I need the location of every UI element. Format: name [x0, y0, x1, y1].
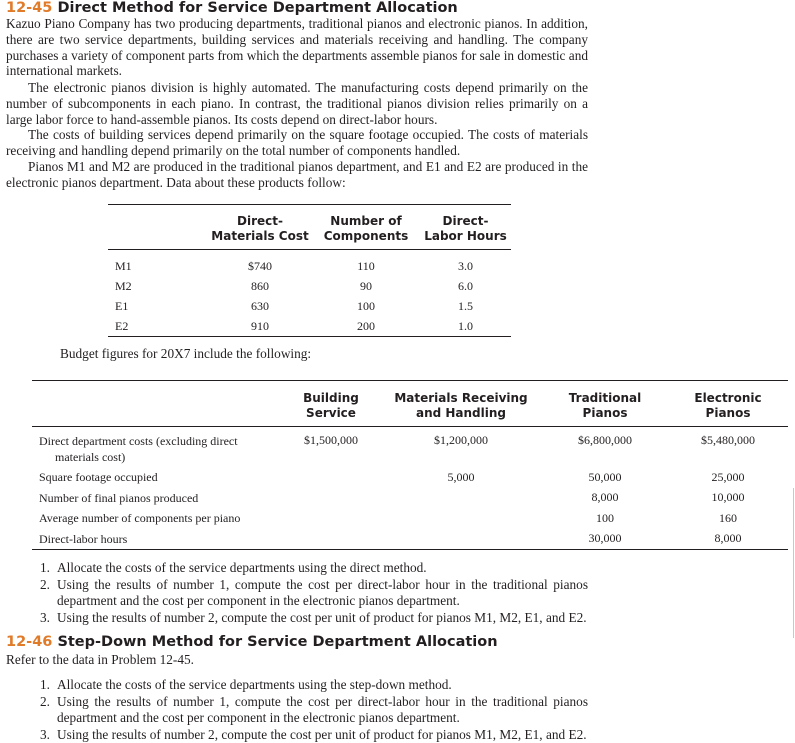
materials-receiving-value: [380, 529, 542, 550]
problem-12-46-subtitle: Refer to the data in Problem 12-45.: [6, 652, 194, 667]
labor-hours-value: 6.0: [458, 278, 473, 293]
components-value: 90: [360, 278, 372, 293]
electronic-pianos-value: 25,000: [711, 469, 745, 484]
table-row: [32, 427, 788, 468]
problem-title: Step-Down Method for Service Department Allocation: [57, 634, 498, 650]
row-label: Direct department costs (excluding direct materials cost): [39, 434, 238, 464]
building-service-value: [282, 488, 380, 509]
row-label: Direct-labor hours: [39, 531, 128, 546]
product-name: E2: [115, 318, 129, 333]
traditional-pianos-value: 8,000: [591, 490, 619, 505]
row-label: Average number of components per piano: [39, 511, 241, 526]
traditional-pianos-value: $6,800,000: [578, 433, 632, 447]
budget-figures-table: [32, 380, 788, 550]
components-value: 100: [357, 298, 375, 313]
problem-12-45-questions: [40, 560, 588, 626]
row-label: Number of final pianos produced: [39, 490, 199, 505]
building-service-header: Building Service: [303, 391, 359, 420]
direct-materials-cost-header: Direct- Materials Cost: [211, 214, 309, 243]
list-item: 1. Allocate the costs of the service departments using the direct method.: [40, 560, 427, 575]
product-name: E1: [115, 298, 129, 313]
materials-receiving-value: 5,000: [447, 469, 475, 484]
product-data-table: [108, 204, 511, 337]
row-label: Square footage occupied: [39, 470, 158, 485]
electronic-pianos-header: Electronic Pianos: [694, 391, 762, 420]
product-name: M2: [115, 278, 132, 293]
materials-receiving-value: $1,200,000: [434, 433, 488, 447]
traditional-pianos-value: 30,000: [588, 531, 622, 546]
traditional-pianos-value: 100: [596, 510, 614, 525]
products-paragraph: Pianos M1 and M2 are produced in the traditional pianos department, and E1 and E2 are produced in the electronic pianos department. Data about these products follow:: [6, 159, 588, 190]
materials-receiving-value: [380, 488, 542, 509]
problem-number: 12-46: [6, 634, 53, 650]
list-item: 2. Using the results of number 1, compute the cost per direct-labor hour in the traditional pianos department and the cost per component in the electronic pianos department.: [40, 576, 588, 608]
materials-cost-value: 630: [251, 298, 269, 313]
building-service-value: [282, 508, 380, 529]
labor-hours-value: 3.0: [458, 258, 473, 273]
intro-paragraph: Kazuo Piano Company has two producing departments, traditional pianos and electronic pianos. In addition, there are two service departments, building services and materials receiving and handling. The company purchases a variety of component parts from which the departments assemble pianos for sale in domestic and international markets.: [6, 16, 588, 79]
components-value: 110: [357, 258, 375, 273]
problem-12-45-heading: [6, 0, 458, 16]
list-item: 3. Using the results of number 2, compute the cost per unit of product for pianos M1, M2, E1, and E2.: [40, 726, 587, 742]
building-service-value: [282, 467, 380, 488]
electronic-pianos-value: 8,000: [714, 531, 742, 546]
table-row: [108, 296, 511, 316]
table-row: [108, 250, 511, 277]
materials-cost-value: 860: [251, 278, 269, 293]
table-row: [108, 316, 511, 337]
labor-hours-value: 1.0: [458, 318, 473, 333]
number-of-components-header: Number of Components: [323, 214, 409, 243]
labor-hours-value: 1.5: [458, 298, 473, 313]
building-service-value: $1,500,000: [304, 433, 358, 447]
electronic-pianos-value: 160: [719, 510, 737, 525]
problem-12-46-heading: [6, 634, 498, 650]
table-row: [32, 508, 788, 529]
list-item: 1. Allocate the costs of the service departments using the step-down method.: [40, 677, 452, 692]
problem-12-46-questions: [40, 677, 588, 743]
problem-number: 12-45: [6, 0, 53, 16]
table-header-row: [108, 205, 511, 250]
materials-receiving-header: Materials Receiving and Handling: [394, 391, 528, 420]
table-row: [108, 276, 511, 296]
electronic-pianos-value: 10,000: [711, 490, 745, 505]
electronic-pianos-value: $5,480,000: [701, 433, 755, 447]
label-column-header: [32, 381, 282, 427]
problem-title: Direct Method for Service Department Allocation: [57, 0, 458, 16]
list-item: 2. Using the results of number 1, compute the cost per direct-labor hour in the traditional pianos department and the cost per component in the electronic pianos department.: [40, 693, 588, 725]
building-services-paragraph: The costs of building services depend primarily on the square footage occupied. The costs of materials receiving and handling depend primarily on the total number of components handled.: [6, 127, 588, 158]
direct-labor-hours-header: Direct- Labor Hours: [424, 214, 507, 243]
table-row: [32, 467, 788, 488]
product-name: M1: [115, 258, 132, 273]
page-edge-divider: [793, 488, 794, 638]
traditional-pianos-header: Traditional Pianos: [568, 391, 642, 420]
materials-receiving-value: [380, 508, 542, 529]
components-value: 200: [357, 318, 375, 333]
materials-cost-value: $740: [248, 258, 272, 273]
building-service-value: [282, 529, 380, 550]
table-row: [32, 529, 788, 550]
table-row: [32, 488, 788, 509]
traditional-pianos-value: 50,000: [588, 469, 622, 484]
table-header-row: [32, 381, 788, 427]
list-item: 3. Using the results of number 2, compute the cost per unit of product for pianos M1, M2, E1, and E2.: [40, 609, 587, 625]
materials-cost-value: 910: [251, 318, 269, 333]
budget-intro: Budget figures for 20X7 include the following:: [60, 346, 312, 361]
electronic-division-paragraph: The electronic pianos division is highly automated. The manufacturing costs depend primarily on the number of subcomponents in each piano. In contrast, the traditional pianos division relies primarily on a large labor force to hand-assemble pianos. Its costs depend on direct-labor hours.: [6, 80, 588, 127]
product-column-header: [108, 205, 208, 250]
